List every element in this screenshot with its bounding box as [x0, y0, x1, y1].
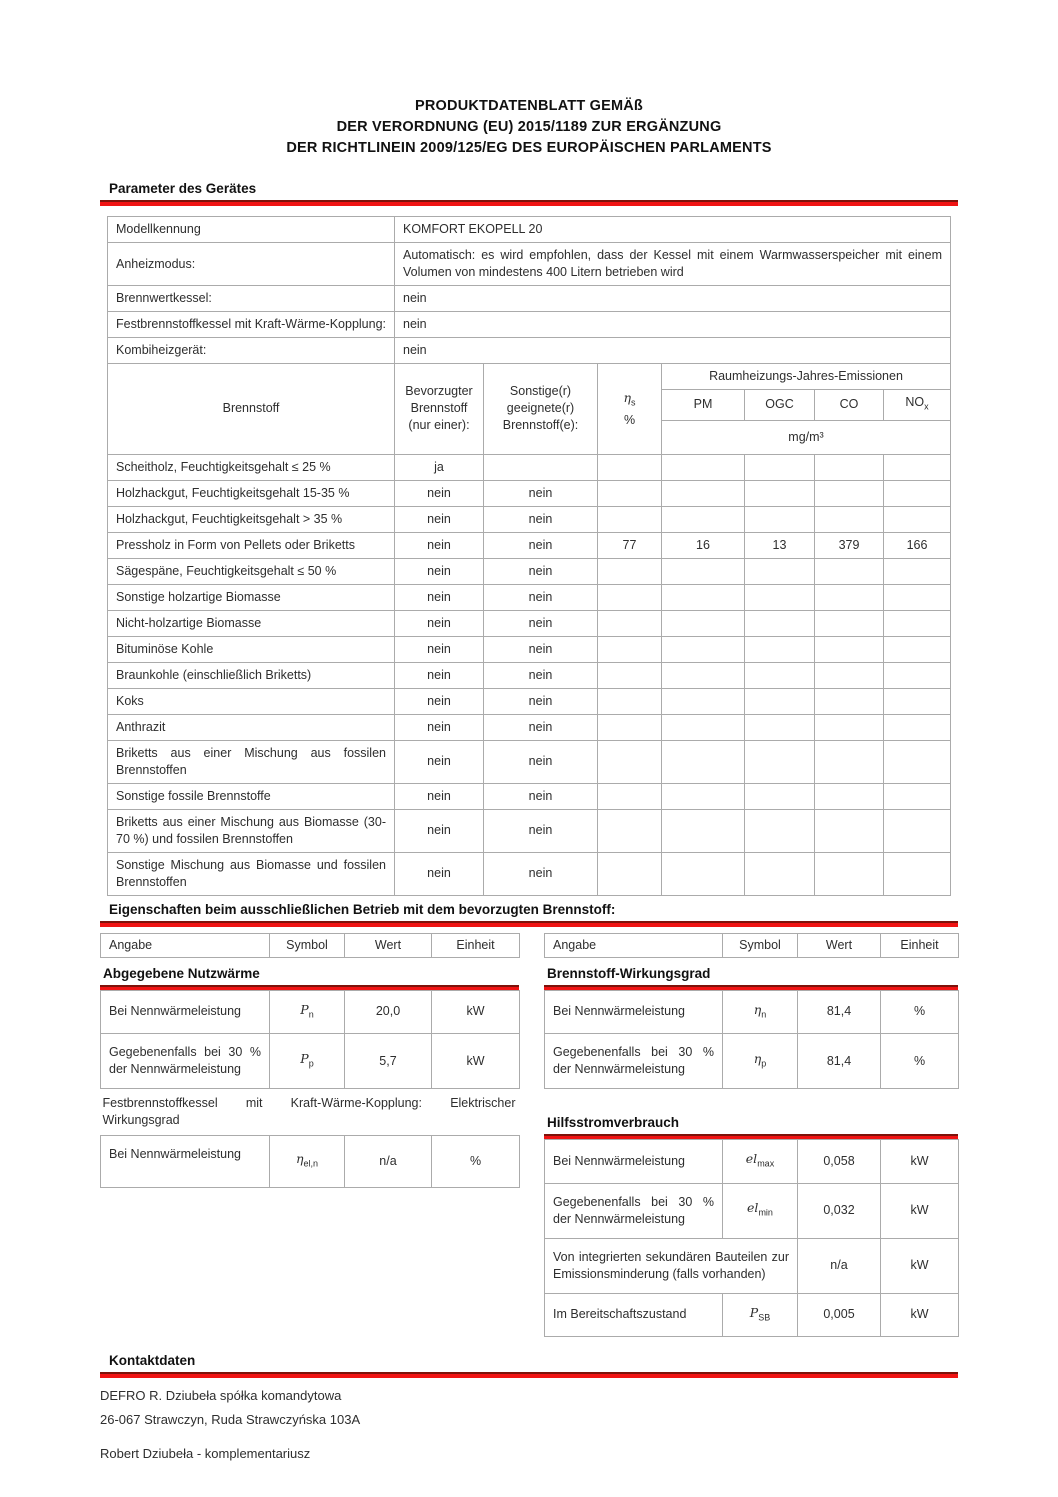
fuel-other-suitable-value: nein	[484, 714, 598, 740]
fuel-nox-value	[884, 783, 951, 809]
properties-right-column	[544, 933, 958, 1338]
fuel-ogc-value	[745, 662, 815, 688]
fuel-name: Anthrazit	[108, 714, 395, 740]
table-row	[101, 1136, 520, 1188]
fuel-pm-value	[662, 662, 745, 688]
fuel-header-row-1	[108, 364, 951, 390]
fuel-ogc-value	[745, 454, 815, 480]
fuel-ogc-value	[745, 852, 815, 895]
fuel-name: Briketts aus einer Mischung aus Biomasse (30-70 %) und fossilen Brennstoffen	[108, 809, 395, 852]
header-symbol: Symbol	[723, 933, 798, 957]
fuel-co-value	[815, 480, 884, 506]
eta-unit: %	[623, 412, 636, 427]
fuel-pm-value	[662, 740, 745, 783]
title-line-3: DER RICHTLINEIN 2009/125/EG DES EUROPÄISCHEN PARLAMENTS	[286, 140, 772, 156]
left-column-headers	[101, 933, 520, 957]
device-parameter-row	[108, 338, 951, 364]
fuel-other-suitable-value	[484, 454, 598, 480]
fuel-preferred-value: nein	[395, 636, 484, 662]
fuel-pm-value	[662, 454, 745, 480]
symbol-cell: $P_n$	[270, 990, 345, 1034]
parameter-value: Automatisch: es wird empfohlen, dass der Kessel mit einem Warmwasserspeicher mit einem Volumen von mindestens 400 Litern betrieben wird	[395, 243, 951, 286]
fuel-other-suitable-value: nein	[484, 809, 598, 852]
fuel-ogc-value	[745, 688, 815, 714]
spacer	[100, 1432, 958, 1442]
fuel-name: Bituminöse Kohle	[108, 636, 395, 662]
symbol-cell: $el_{max}$	[723, 1140, 798, 1184]
value-cell: 0,032	[798, 1183, 881, 1238]
section-heading-kontakt: Kontaktdaten	[109, 1353, 196, 1368]
fuel-row	[108, 610, 951, 636]
spacer	[544, 1089, 958, 1107]
symbol-cell: $P_p$	[270, 1034, 345, 1089]
right-column-headers	[545, 933, 959, 957]
symbol-cell: $\eta_n$	[723, 990, 798, 1034]
parameter-label: Anheizmodus:	[108, 243, 395, 286]
left-header-table	[100, 933, 520, 958]
fuel-row	[108, 454, 951, 480]
unit-cell: kW	[881, 1183, 959, 1238]
device-parameter-row	[108, 286, 951, 312]
fuel-preferred-value: nein	[395, 532, 484, 558]
header-wert: Wert	[798, 933, 881, 957]
fuel-pm-value	[662, 558, 745, 584]
value-cell: n/a	[798, 1238, 881, 1293]
fuel-row	[108, 852, 951, 895]
parameter-label: Brennwertkessel:	[108, 286, 395, 312]
fuel-ogc-value	[745, 558, 815, 584]
fuel-ogc-value	[745, 506, 815, 532]
col-header-pm: PM	[662, 390, 745, 421]
document-title	[100, 96, 958, 159]
fuel-pm-value	[662, 610, 745, 636]
fuel-other-suitable-value: nein	[484, 532, 598, 558]
fuel-ogc-value	[745, 610, 815, 636]
fuel-other-suitable-value: nein	[484, 852, 598, 895]
fuel-row	[108, 558, 951, 584]
fuel-co-value: 379	[815, 532, 884, 558]
fuel-ogc-value	[745, 809, 815, 852]
fuel-row	[108, 506, 951, 532]
fuel-name: Braunkohle (einschließlich Briketts)	[108, 662, 395, 688]
fuel-preferred-value: ja	[395, 454, 484, 480]
fuel-preferred-value: nein	[395, 783, 484, 809]
contact-person: Robert Dziubeła - komplementariusz	[100, 1446, 311, 1461]
fuel-eta-value	[598, 662, 662, 688]
fuel-co-value	[815, 584, 884, 610]
parameter-value: nein	[395, 338, 951, 364]
fuel-preferred-value: nein	[395, 714, 484, 740]
fuel-nox-value	[884, 506, 951, 532]
fuel-other-suitable-value: nein	[484, 480, 598, 506]
fuel-preferred-value: nein	[395, 662, 484, 688]
fuel-pm-value	[662, 809, 745, 852]
subsection-hilfsstrom: Hilfsstromverbrauch	[547, 1115, 680, 1130]
value-cell: 81,4	[798, 990, 881, 1034]
unit-cell: kW	[432, 990, 520, 1034]
parameter-label: Kombiheizgerät:	[108, 338, 395, 364]
fuel-nox-value	[884, 584, 951, 610]
nutzwaerme-table	[100, 990, 520, 1189]
fuel-row	[108, 740, 951, 783]
fuel-ogc-value: 13	[745, 532, 815, 558]
fuel-preferred-value: nein	[395, 688, 484, 714]
unit-cell: kW	[881, 1238, 959, 1293]
row-label: Bei Nennwärmeleistung	[101, 1136, 270, 1188]
fuel-pm-value	[662, 506, 745, 532]
table-row	[545, 990, 959, 1034]
fuel-row	[108, 688, 951, 714]
note-row	[101, 1089, 520, 1136]
fuel-table-header	[108, 364, 951, 455]
table-row	[545, 1293, 959, 1337]
hilfsstrom-table	[544, 1139, 959, 1337]
section-heading-eigenschaften: Eigenschaften beim ausschließlichen Betrieb mit dem bevorzugten Brennstoff:	[109, 901, 616, 917]
device-parameter-row	[108, 243, 951, 286]
fuel-preferred-value: nein	[395, 480, 484, 506]
header-einheit: Einheit	[432, 933, 520, 957]
header-angabe: Angabe	[545, 933, 723, 957]
fuel-co-value	[815, 662, 884, 688]
table-row	[545, 1034, 959, 1089]
fuel-other-suitable-value: nein	[484, 558, 598, 584]
col-header-ogc: OGC	[745, 390, 815, 421]
parameter-value: KOMFORT EKOPELL 20	[395, 217, 951, 243]
col-header-co: CO	[815, 390, 884, 421]
col-header-emissions: Raumheizungs-Jahres-Emissionen	[662, 364, 951, 390]
fuel-preferred-value: nein	[395, 584, 484, 610]
row-label: Von integrierten sekundären Bauteilen zur Emissionsminderung (falls vorhanden)	[545, 1238, 798, 1293]
fuel-nox-value	[884, 662, 951, 688]
fuel-eta-value	[598, 454, 662, 480]
fuel-ogc-value	[745, 714, 815, 740]
parameter-value: nein	[395, 312, 951, 338]
header-angabe: Angabe	[101, 933, 270, 957]
fuel-preferred-value: nein	[395, 740, 484, 783]
unit-cell: kW	[881, 1293, 959, 1337]
fuel-pm-value	[662, 480, 745, 506]
value-cell: 5,7	[345, 1034, 432, 1089]
row-label: Gegebenenfalls bei 30 % der Nennwärmeleistung	[545, 1034, 723, 1089]
contact-section	[100, 1353, 958, 1466]
fuel-co-value	[815, 558, 884, 584]
device-parameter-row	[108, 217, 951, 243]
fuel-name: Holzhackgut, Feuchtigkeitsgehalt 15-35 %	[108, 480, 395, 506]
fuel-co-value	[815, 610, 884, 636]
fuel-eta-value: 77	[598, 532, 662, 558]
fuel-nox-value	[884, 714, 951, 740]
fuel-other-suitable-value: nein	[484, 662, 598, 688]
fuel-row	[108, 783, 951, 809]
fuel-name: Nicht-holzartige Biomasse	[108, 610, 395, 636]
unit-cell: %	[432, 1136, 520, 1188]
symbol-cell: $P_{SB}$	[723, 1293, 798, 1337]
properties-columns	[100, 933, 958, 1338]
col-header-eta	[598, 364, 662, 455]
fuel-other-suitable-value: nein	[484, 506, 598, 532]
fuel-pm-value	[662, 636, 745, 662]
fuel-nox-value	[884, 852, 951, 895]
symbol-cell: $el_{min}$	[723, 1183, 798, 1238]
fuel-other-suitable-value: nein	[484, 688, 598, 714]
fuel-ogc-value	[745, 783, 815, 809]
fuel-nox-value	[884, 740, 951, 783]
fuel-name: Holzhackgut, Feuchtigkeitsgehalt > 35 %	[108, 506, 395, 532]
eta-subscript: s	[631, 397, 636, 408]
fuel-pm-value: 16	[662, 532, 745, 558]
fuel-eta-value	[598, 809, 662, 852]
table-row	[101, 990, 520, 1034]
fuel-name: Scheitholz, Feuchtigkeitsgehalt ≤ 25 %	[108, 454, 395, 480]
contact-company: DEFRO R. Dziubeła spółka komandytowa	[100, 1388, 342, 1403]
unit-cell: %	[881, 1034, 959, 1089]
parameter-value: nein	[395, 286, 951, 312]
col-header-unit: mg/m³	[662, 420, 951, 454]
fuel-name: Sonstige Mischung aus Biomasse und fossilen Brennstoffen	[108, 852, 395, 895]
properties-left-column	[100, 933, 519, 1338]
fuel-eta-value	[598, 636, 662, 662]
device-parameter-row	[108, 312, 951, 338]
table-row	[545, 1238, 959, 1293]
fuel-row	[108, 636, 951, 662]
fuel-co-value	[815, 783, 884, 809]
table-row	[101, 1034, 520, 1089]
fuel-eta-value	[598, 480, 662, 506]
fuel-pm-value	[662, 688, 745, 714]
fuel-eta-value	[598, 714, 662, 740]
subsection-wirkungsgrad: Brennstoff-Wirkungsgrad	[547, 965, 711, 981]
header-symbol: Symbol	[270, 933, 345, 957]
parameter-fuel-table	[107, 216, 951, 896]
fuel-name: Koks	[108, 688, 395, 714]
table-row	[545, 1183, 959, 1238]
col-header-nox: $NO_x$	[884, 390, 951, 421]
subsection-nutzwaerme: Abgegebene Nutzwärme	[103, 965, 260, 981]
fuel-nox-value	[884, 688, 951, 714]
fuel-nox-value	[884, 636, 951, 662]
fuel-co-value	[815, 506, 884, 532]
red-rule	[100, 200, 958, 206]
row-label: Gegebenenfalls bei 30 % der Nennwärmeleistung	[545, 1183, 723, 1238]
fuel-eta-value	[598, 740, 662, 783]
col-header-sonstige: Sonstige(r) geeignete(r) Brennstoff(e):	[484, 364, 598, 455]
parameter-label: Festbrennstoffkessel mit Kraft-Wärme-Kopplung:	[108, 312, 395, 338]
fuel-eta-value	[598, 688, 662, 714]
title-line-2: DER VERORDNUNG (EU) 2015/1189 ZUR ERGÄNZUNG	[336, 119, 722, 135]
fuel-row	[108, 809, 951, 852]
fuel-name: Briketts aus einer Mischung aus fossilen Brennstoffen	[108, 740, 395, 783]
value-cell: 0,005	[798, 1293, 881, 1337]
value-cell: 81,4	[798, 1034, 881, 1089]
fuel-pm-value	[662, 584, 745, 610]
unit-cell: kW	[432, 1034, 520, 1089]
fuel-pm-value	[662, 714, 745, 740]
fuel-eta-value	[598, 783, 662, 809]
fuel-pm-value	[662, 852, 745, 895]
fuel-row	[108, 662, 951, 688]
eta-symbol: η	[623, 390, 631, 405]
fuel-preferred-value: nein	[395, 809, 484, 852]
fuel-other-suitable-value: nein	[484, 740, 598, 783]
fuel-ogc-value	[745, 584, 815, 610]
row-label: Bei Nennwärmeleistung	[101, 990, 270, 1034]
fuel-row	[108, 714, 951, 740]
fuel-other-suitable-value: nein	[484, 783, 598, 809]
fuel-preferred-value: nein	[395, 852, 484, 895]
unit-cell: kW	[881, 1140, 959, 1184]
fuel-nox-value	[884, 480, 951, 506]
fuel-name: Sägespäne, Feuchtigkeitsgehalt ≤ 50 %	[108, 558, 395, 584]
fuel-other-suitable-value: nein	[484, 610, 598, 636]
fuel-row	[108, 532, 951, 558]
row-label: Bei Nennwärmeleistung	[545, 990, 723, 1034]
fuel-co-value	[815, 636, 884, 662]
fuel-nox-value	[884, 454, 951, 480]
fuel-co-value	[815, 852, 884, 895]
header-wert: Wert	[345, 933, 432, 957]
parameter-label: Modellkennung	[108, 217, 395, 243]
fuel-eta-value	[598, 558, 662, 584]
fuel-ogc-value	[745, 636, 815, 662]
fuel-preferred-value: nein	[395, 506, 484, 532]
symbol-cell: $\eta_p$	[723, 1034, 798, 1089]
fuel-preferred-value: nein	[395, 558, 484, 584]
right-header-table	[544, 933, 959, 958]
fuel-co-value	[815, 688, 884, 714]
fuel-nox-value: 166	[884, 532, 951, 558]
fuel-ogc-value	[745, 480, 815, 506]
fuel-name: Sonstige holzartige Biomasse	[108, 584, 395, 610]
unit-cell: %	[881, 990, 959, 1034]
value-cell: 20,0	[345, 990, 432, 1034]
fuel-nox-value	[884, 809, 951, 852]
fuel-co-value	[815, 809, 884, 852]
fuel-eta-value	[598, 584, 662, 610]
device-parameter-rows	[108, 217, 951, 364]
col-header-bevorzugt: Bevorzugter Brennstoff (nur einer):	[395, 364, 484, 455]
row-label: Im Bereitschaftszustand	[545, 1293, 723, 1337]
fuel-rows	[108, 454, 951, 895]
fuel-row	[108, 480, 951, 506]
fuel-other-suitable-value: nein	[484, 584, 598, 610]
kwk-note: Festbrennstoffkessel mit Kraft-Wärme-Kopplung: Elektrischer Wirkungsgrad	[101, 1089, 520, 1136]
fuel-co-value	[815, 454, 884, 480]
fuel-name: Sonstige fossile Brennstoffe	[108, 783, 395, 809]
fuel-nox-value	[884, 610, 951, 636]
col-header-brennstoff: Brennstoff	[108, 364, 395, 455]
fuel-ogc-value	[745, 740, 815, 783]
fuel-eta-value	[598, 506, 662, 532]
section-heading-parameter: Parameter des Gerätes	[109, 181, 257, 196]
table-row	[545, 1140, 959, 1184]
row-label: Gegebenenfalls bei 30 % der Nennwärmeleistung	[101, 1034, 270, 1089]
contact-address: 26-067 Strawczyn, Ruda Strawczyńska 103A	[100, 1412, 361, 1427]
row-label: Bei Nennwärmeleistung	[545, 1140, 723, 1184]
wirkungsgrad-table	[544, 990, 959, 1090]
fuel-co-value	[815, 740, 884, 783]
value-cell: 0,058	[798, 1140, 881, 1184]
red-rule	[100, 921, 958, 927]
fuel-eta-value	[598, 610, 662, 636]
header-einheit: Einheit	[881, 933, 959, 957]
nox-subscript: x	[924, 401, 929, 412]
title-line-1: PRODUKTDATENBLATT GEMÄß	[415, 98, 643, 114]
symbol-cell: $\eta_{el,n}$	[270, 1136, 345, 1188]
fuel-other-suitable-value: nein	[484, 636, 598, 662]
fuel-name: Pressholz in Form von Pellets oder Briketts	[108, 532, 395, 558]
red-rule	[100, 1372, 958, 1378]
fuel-pm-value	[662, 783, 745, 809]
value-cell: n/a	[345, 1136, 432, 1188]
fuel-preferred-value: nein	[395, 610, 484, 636]
fuel-nox-value	[884, 558, 951, 584]
fuel-co-value	[815, 714, 884, 740]
fuel-eta-value	[598, 852, 662, 895]
fuel-row	[108, 584, 951, 610]
